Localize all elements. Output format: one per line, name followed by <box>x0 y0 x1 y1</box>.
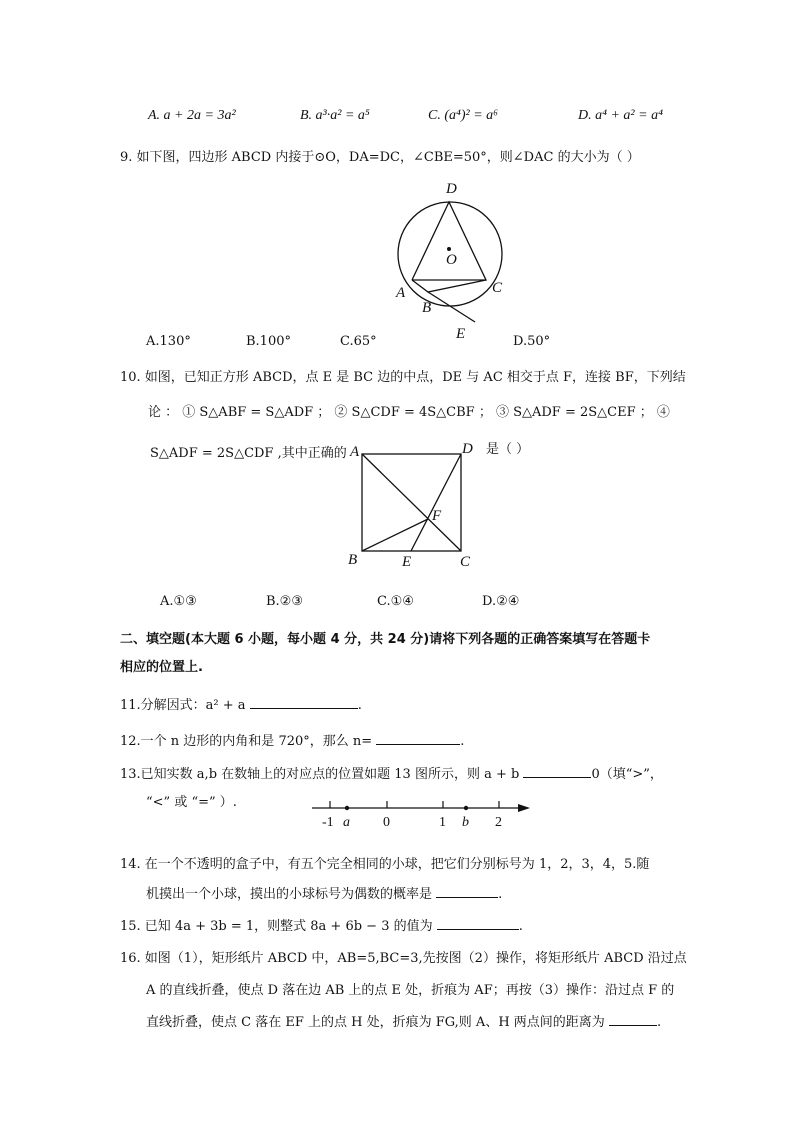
q13-number-line <box>308 796 538 830</box>
q9-option-a: A.130° <box>146 334 191 349</box>
q11-end: . <box>357 698 362 713</box>
q12-end: . <box>460 734 465 749</box>
q9-label-a: A <box>396 285 406 301</box>
q10-line-bf <box>362 519 428 551</box>
q13-point-b <box>464 806 468 810</box>
q10-line-de <box>411 454 461 551</box>
q8-option-c: C. (a⁴)² = a⁶ <box>428 108 499 123</box>
q9-label-c: C <box>492 280 503 296</box>
q9-option-d: D.50° <box>513 334 551 349</box>
q15 <box>120 915 523 934</box>
q13-line1-end: 0（填“>”， <box>591 767 663 782</box>
q16-line3 <box>146 1011 661 1030</box>
q10-diagonal-ac <box>362 454 461 551</box>
q16-text: 直线折叠，使点 C 落在 EF 上的点 H 处，折痕为 FG,则 A、H 两点间的距离为 <box>146 1015 605 1030</box>
q13-tick-label-2: 2 <box>495 815 502 830</box>
q9-triangle-dac <box>412 202 486 280</box>
q8-option-d: D. a⁴ + a² = a⁴ <box>578 108 663 123</box>
q9-stem: 9. 如下图，四边形 ABCD 内接于⊙O，DA=DC，∠CBE=50°，则∠DAC 的大小为（ ） <box>120 150 640 165</box>
q14-end: . <box>498 887 503 902</box>
q9-label-b: B <box>422 300 432 316</box>
q10-stem-line3: S△ADF = 2S△CDF ,其中正确的 <box>150 446 347 461</box>
q9-chords-abc <box>412 280 486 292</box>
q13-tick-label-neg1: -1 <box>322 815 334 830</box>
q15-end: . <box>518 919 523 934</box>
q10-square-figure <box>342 438 482 572</box>
q8-option-b: B. a³·a² = a⁵ <box>300 108 370 123</box>
q13-point-label-b: b <box>462 815 469 830</box>
q9-center-dot <box>447 247 451 251</box>
q10-label-b: B <box>348 552 358 568</box>
q10-label-e: E <box>402 554 412 570</box>
q9-option-b: B.100° <box>246 334 291 349</box>
q13-answer-blank[interactable] <box>523 765 591 778</box>
q9-label-e: E <box>456 326 466 340</box>
q13-line1 <box>120 763 663 782</box>
q10-label-c: C <box>460 554 471 570</box>
q14-line1: 14. 在一个不透明的盒子中，有五个完全相同的小球，把它们分别标号为 1，2，3，4，5.随 <box>120 857 650 872</box>
q15-text: 15. 已知 4a + 3b = 1，则整式 8a + 6b − 3 的值为 <box>120 919 433 934</box>
q12-text: 12.一个 n 边形的内角和是 720°，那么 n= <box>120 734 373 749</box>
section2-heading-line1: 二、填空题(本大题 6 小题，每小题 4 分，共 24 分)请将下列各题的正确答案填写在答题卡 <box>120 632 651 647</box>
q10-option-b: B.②③ <box>266 594 303 609</box>
q15-answer-blank[interactable] <box>437 917 519 930</box>
q10-option-d: D.②④ <box>482 594 520 609</box>
q13-point-a <box>345 806 349 810</box>
q11 <box>120 694 362 713</box>
q9-circle-figure <box>390 172 530 340</box>
q12-answer-blank[interactable] <box>376 732 460 745</box>
q10-label-f: F <box>432 508 442 524</box>
q12 <box>120 730 464 749</box>
q16-line2: A 的直线折叠，使点 D 落在边 AB 上的点 E 处，折痕为 AF；再按（3）操作：沿过点 F 的 <box>146 983 675 998</box>
q9-label-o: O <box>446 252 457 268</box>
q14-answer-blank[interactable] <box>436 885 498 898</box>
q11-answer-blank[interactable] <box>250 696 358 709</box>
q10-label-a: A <box>350 444 360 460</box>
q13-line2: “<” 或 “=” ）. <box>146 795 237 810</box>
q11-text: 11.分解因式：a² + a <box>120 698 246 713</box>
q13-text: 13.已知实数 a,b 在数轴上的对应点的位置如题 13 图所示，则 a + b <box>120 767 520 782</box>
q10-stem-line2: 论 ： ① S△ABF = S△ADF ； ② S△CDF = 4S△CBF ； ③ S△ADF = 2S△CEF ； ④ <box>148 405 670 420</box>
q10-stem-line3-end: 是（ ） <box>486 442 530 457</box>
q10-option-a: A.①③ <box>160 594 197 609</box>
q13-axis-arrow <box>518 804 530 812</box>
q14-text: 机摸出一个小球，摸出的小球标号为偶数的概率是 <box>146 887 433 902</box>
q8-option-a: A. a + 2a = 3a² <box>148 108 236 123</box>
q16-end: . <box>656 1015 662 1030</box>
section2-heading-line2: 相应的位置上. <box>120 660 203 675</box>
q16-answer-blank[interactable] <box>609 1013 657 1026</box>
q9-line-be <box>428 292 475 322</box>
q13-tick-label-0: 0 <box>383 815 390 830</box>
q9-option-c: C.65° <box>340 334 377 349</box>
q13-point-label-a: a <box>343 815 350 830</box>
q16-line1: 16. 如图（1），矩形纸片 ABCD 中，AB=5,BC=3,先按图（2）操作，将矩形纸片 ABCD 沿过点 <box>120 951 687 966</box>
q10-stem-line1: 10. 如图，已知正方形 ABCD，点 E 是 BC 边的中点，DE 与 AC 相交于点 F，连接 BF，下列结 <box>120 370 686 385</box>
q10-label-d: D <box>462 441 473 457</box>
q14-line2 <box>146 883 502 902</box>
q13-tick-label-1: 1 <box>439 815 446 830</box>
q9-label-d: D <box>446 181 457 197</box>
q10-option-c: C.①④ <box>377 594 414 609</box>
